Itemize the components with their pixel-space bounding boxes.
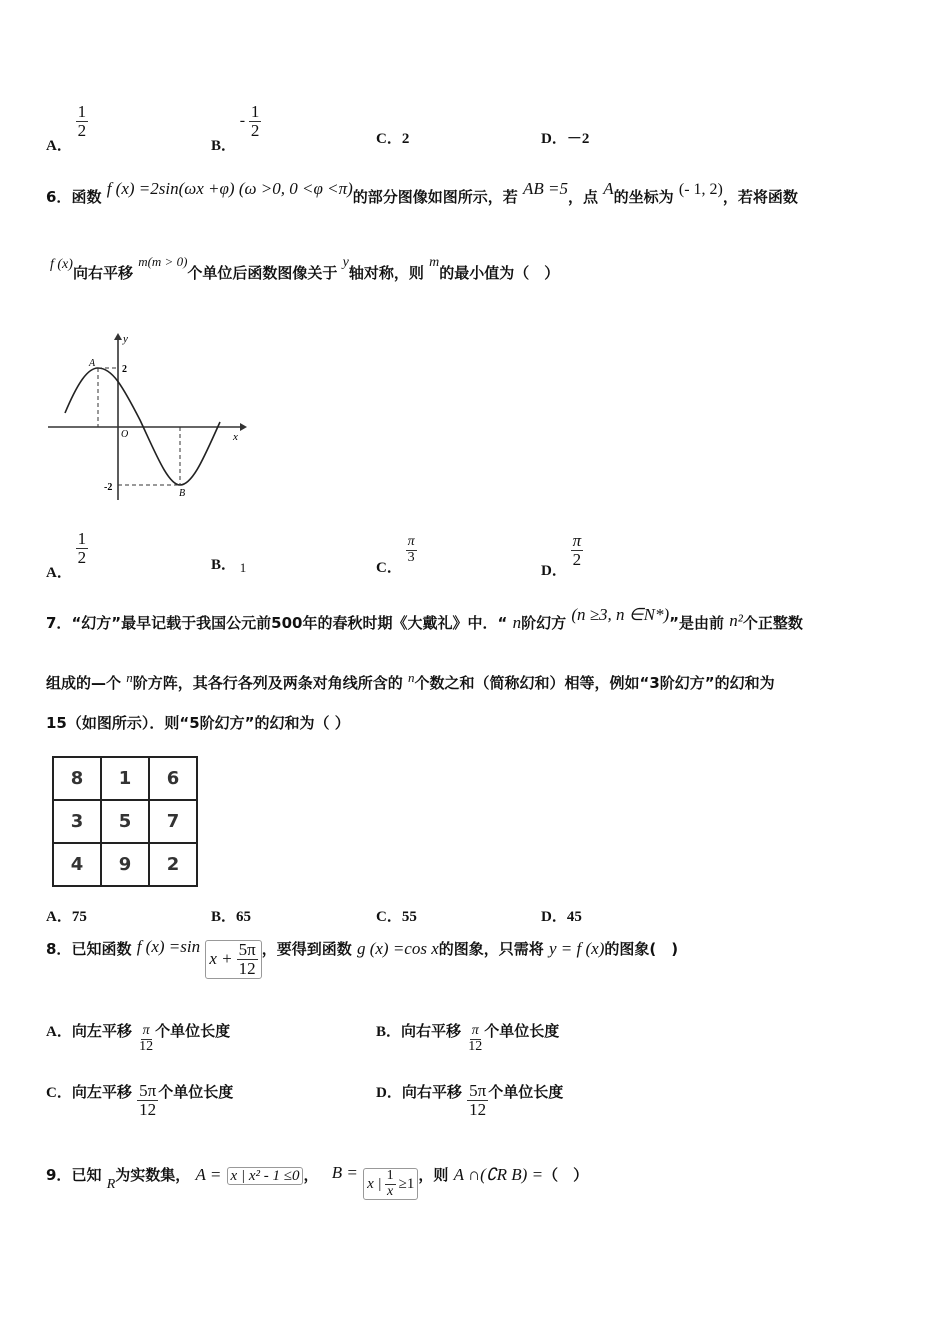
q6-stem-line2: f (x)向右平移 m(m > 0)个单位后函数图像关于 y轴对称，则 m的最小值为（ ）: [50, 254, 560, 282]
q6-option-c-fraction: $\frac{\pi}{3}$: [407, 534, 415, 565]
x-axis-arrow: [240, 423, 247, 431]
y-axis-arrow: [114, 333, 122, 340]
q5-option-a-label: A．: [46, 137, 72, 154]
q5-option-b[interactable]: [211, 102, 261, 154]
magic-cell: 4: [53, 843, 101, 886]
y-axis-label: y: [123, 333, 128, 345]
q9-set-b: x | $\frac{1}{x}$ ≥1: [363, 1168, 418, 1200]
q5-option-b-label: B．: [211, 137, 237, 154]
magic-cell: 3: [53, 800, 101, 843]
q7-stem-line1: 7．“幻方”最早记载于我国公元前500年的春秋时期《大戴礼》中．“ n阶幻方 (n ≥3, n ∈N*)”是由前 n²个正整数: [46, 605, 803, 632]
point-a-label: A: [89, 358, 96, 369]
q9-stem: 9．已知 R为实数集， A = x | x² - 1 ≤0 ， B = x | $\frac{1}{x}$ ≥1 ，则 A ∩(∁R B) =（ ）: [46, 1162, 589, 1199]
q6-stem-line1: 6．函数 f (x) =2sin(ωx +φ) (ω >0, 0 <φ <π)的部分图像如图所示，若 AB =5，点 A的坐标为 (- 1, 2)，若将函数: [46, 179, 798, 206]
y-max-label: 2: [122, 364, 127, 375]
magic-cell: 8: [53, 757, 101, 800]
q7-option-a[interactable]: A．75: [46, 909, 87, 925]
q5-option-d-value: －2: [566, 131, 590, 147]
q8-option-a[interactable]: A．向左平移 $\frac{\pi}{12}$ 个单位长度: [46, 1021, 231, 1054]
q5-option-c-label: C．: [376, 131, 402, 147]
q6-option-b[interactable]: B． 1: [211, 557, 247, 575]
magic-cell: 1: [101, 757, 149, 800]
q8-option-c[interactable]: C．向左平移 $\frac{5\pi}{12}$ 个单位长度: [46, 1081, 234, 1119]
q8-option-b[interactable]: B．向右平移 $\frac{\pi}{12}$ 个单位长度: [376, 1021, 560, 1054]
q6-function: f (x) =2sin(ωx +φ) (ω >0, 0 <φ <π): [106, 179, 353, 198]
q6-option-d-fraction: $\frac{\pi}{2}$: [572, 531, 582, 569]
magic-cell: 9: [101, 843, 149, 886]
q9-set-a: x | x² - 1 ≤0: [227, 1167, 304, 1185]
q6-number: 6．: [46, 188, 72, 206]
q5-option-b-fraction: $\frac{1}{2}$: [250, 102, 260, 140]
q7-stem-line2: 组成的—个 n阶方阵，其各行各列及两条对角线所含的 n个数之和（简称幻和）相等，例如“3阶幻方”的幻和为: [46, 670, 775, 692]
q8-sin-argument: x + $\frac{5\pi}{12}$: [205, 940, 261, 979]
q7-option-c[interactable]: C．55: [376, 909, 417, 925]
magic-cell: 2: [149, 843, 197, 886]
q7-option-b[interactable]: B．65: [211, 909, 252, 925]
q8-option-d[interactable]: D．向右平移 $\frac{5\pi}{12}$ 个单位长度: [376, 1081, 564, 1119]
magic-cell: 5: [101, 800, 149, 843]
q6-option-c[interactable]: C． $\frac{\pi}{3}$: [376, 534, 415, 576]
q5-option-c-value: 2: [401, 131, 410, 147]
q5-option-a[interactable]: [46, 102, 88, 154]
origin-label: O: [121, 429, 129, 440]
q7-stem-line3: 15（如图所示）．则“5阶幻方”的幻和为（ ）: [46, 714, 350, 732]
q5-option-a-fraction: $\frac{1}{2}$: [77, 102, 87, 140]
magic-square: [52, 756, 198, 887]
q6-option-a[interactable]: A． $\frac{1}{2}$: [46, 529, 87, 581]
q5-option-d-label: D．: [541, 131, 567, 147]
q8-stem: 8．已知函数 f (x) =sin x + $\frac{5\pi}{12}$ ，要得到函数 g (x) =cos x的图象，只需将 y = f (x)的图象( ): [46, 937, 679, 978]
q6-option-a-fraction: $\frac{1}{2}$: [77, 529, 87, 567]
q7-option-d[interactable]: D．45: [541, 909, 582, 925]
q6-coord: (- 1, 2): [678, 181, 723, 198]
q6-point-a: A: [603, 179, 614, 198]
magic-cell: 6: [149, 757, 197, 800]
q6-sine-graph: [40, 330, 250, 505]
q6-ab: AB =5: [523, 179, 568, 198]
x-axis-label: x: [233, 431, 238, 443]
q5-option-c[interactable]: [376, 127, 409, 148]
q5-option-b-sign: -: [239, 111, 246, 129]
q6-option-d[interactable]: D． $\frac{\pi}{2}$: [541, 531, 582, 579]
point-b-label: B: [179, 488, 186, 499]
y-min-label: -2: [104, 482, 113, 493]
magic-cell: 7: [149, 800, 197, 843]
q5-option-d[interactable]: [541, 127, 589, 148]
